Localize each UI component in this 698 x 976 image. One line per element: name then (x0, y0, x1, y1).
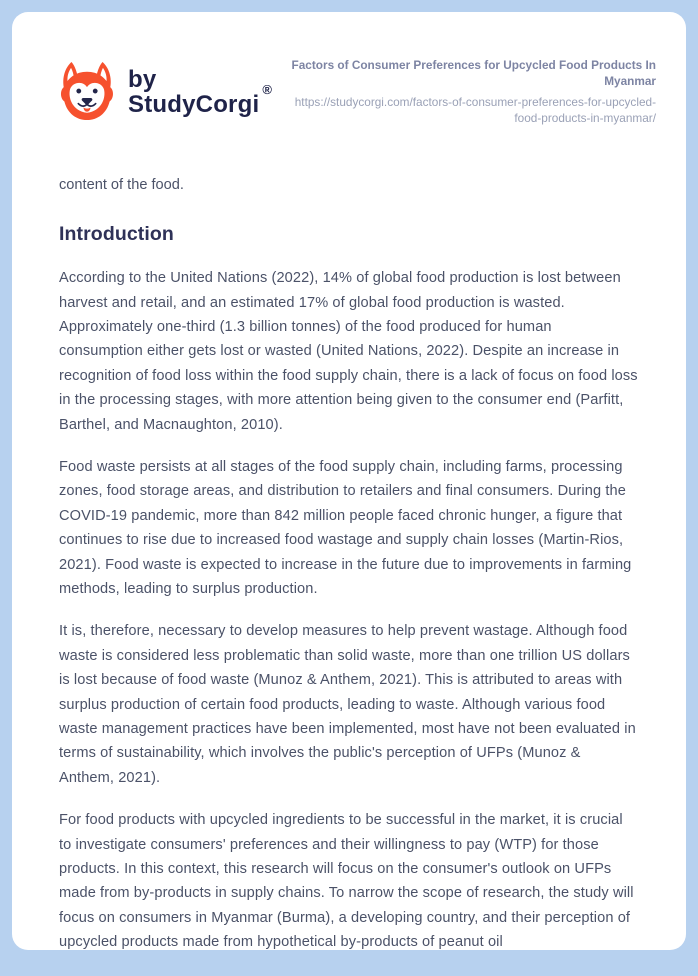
document-content (12, 127, 686, 950)
brand-link[interactable] (58, 61, 284, 123)
paragraph: It is, therefore, necessary to develop measures to help prevent wastage. Although food waste is considered less problematic than solid waste, more than one trillion US dollars is lost because of food waste (Munoz & Anthem, 2021). This is attributed to areas with surplus production of certain food products, leading to waste. Although various food waste management practices have been implemented, most have not been evaluated in terms of sustainability, which involves the public's perception of UFPs (Munoz & Anthem, 2021). (59, 623, 636, 786)
registered-trademark: ® (262, 81, 273, 97)
paragraph: For food products with upcycled ingredients to be successful in the market, it is crucial to investigate consumers' preferences and their willingness to pay (WTP) for those products. In this context, this research will focus on the consumer's outlook on UFPs made from by-products in supply chains. To narrow the scope of research, the study will focus on consumers in Myanmar (Burma), a developing country, and their perception of upcycled products made from hypothetical by-products of peanut oil (59, 812, 634, 950)
section-heading-introduction: Introduction (59, 223, 174, 246)
document-url-link[interactable]: https://studycorgi.com/factors-of-consumer-preferences-for-upcycled-food-products-in-myanmar/ (294, 94, 656, 125)
document-card (12, 12, 686, 950)
corgi-logo-icon (58, 61, 116, 123)
paragraph: According to the United Nations (2022), 14% of global food production is lost between harvest and retail, and an estimated 17% of global food production is wasted. Approximately one-third (1.3 billion tonnes) of the food produced for human consumption either gets lost or wasted (United Nations, 2022). Despite an increase in recognition of food loss within the food supply chain, there is a lack of focus on food loss in the processing stages, with more attention being given to the consumer end (Parfitt, Barthel, and Macnaughton, 2010). (59, 270, 638, 433)
leading-text-fragment: content of the food. (59, 176, 184, 193)
header (12, 58, 686, 127)
paragraph: Food waste persists at all stages of the food supply chain, including farms, processing zones, food storage areas, and distribution to retailers and final consumers. During the COVID-19 pandemic, more than 842 million people faced chronic hunger, a figure that continues to rise due to increased food wastage and supply chain losses (Martin-Rios, 2021). Food waste is expected to increase in the future due to improvements in farming methods, leading to surplus production. (59, 458, 632, 597)
document-title: Factors of Consumer Preferences for Upcycled Food Products In Myanmar (291, 58, 656, 88)
document-meta (284, 58, 656, 127)
brand-name: by StudyCorgi® (128, 65, 273, 118)
